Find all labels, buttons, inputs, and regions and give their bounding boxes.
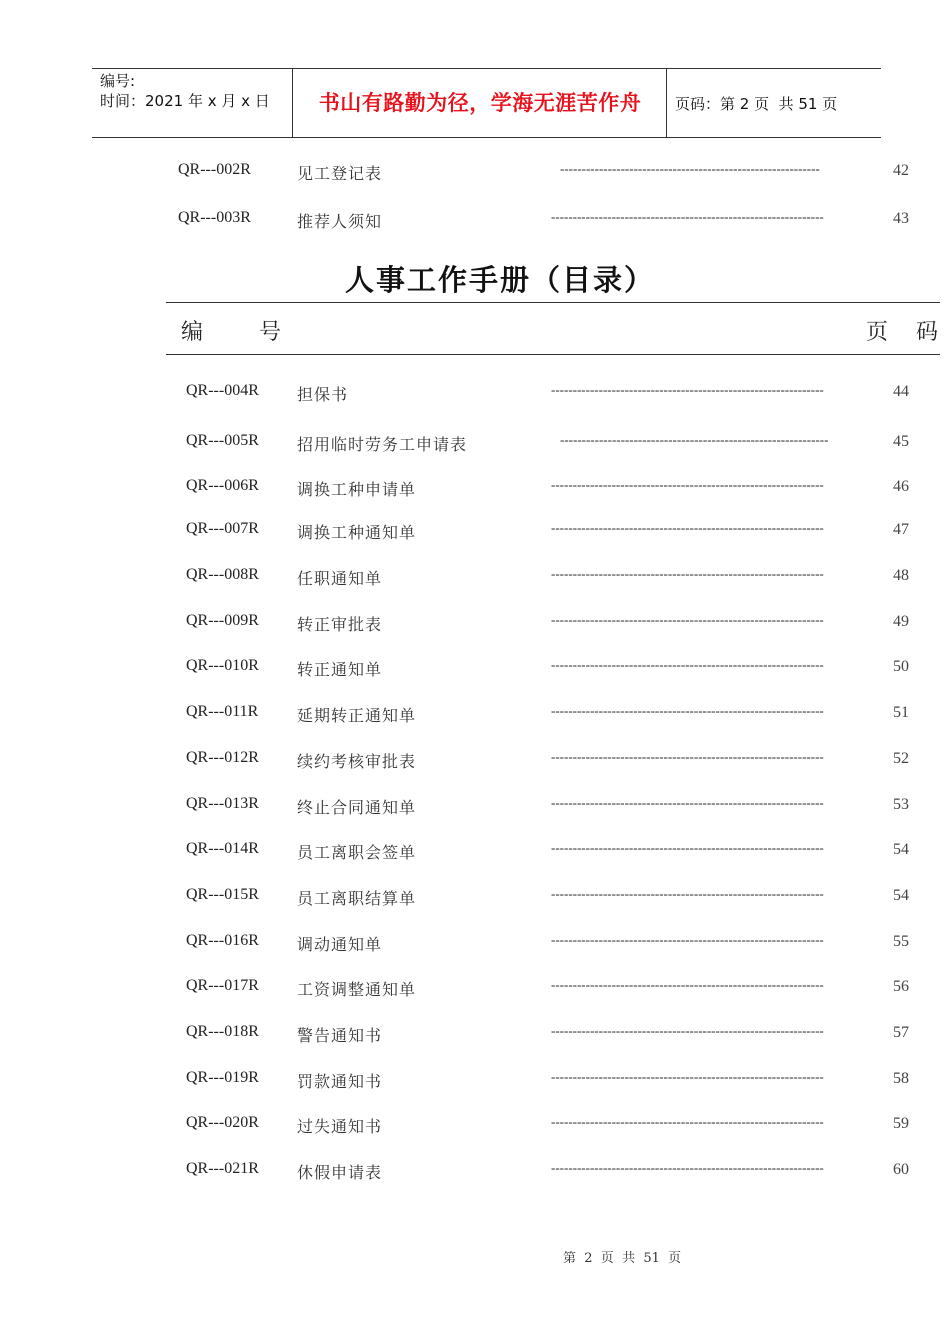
toc-page: 42 bbox=[893, 162, 909, 179]
toc-page: 55 bbox=[893, 933, 909, 950]
toc-page: 56 bbox=[893, 978, 909, 995]
toc-name: 招用临时劳务工申请表 bbox=[297, 435, 468, 454]
toc-page: 50 bbox=[893, 658, 909, 675]
toc-page: 59 bbox=[893, 1115, 909, 1132]
toc-leader: --------------------------------------------------------------- bbox=[551, 657, 824, 672]
toc-name: 员工离职会签单 bbox=[297, 843, 417, 862]
toc-code: QR---019R bbox=[186, 1069, 259, 1086]
toc-leader: --------------------------------------------------------------- bbox=[551, 749, 824, 764]
toc-leader: --------------------------------------------------------------- bbox=[551, 977, 824, 992]
column-page-label: 页 码 bbox=[866, 320, 938, 345]
toc-name: 员工离职结算单 bbox=[297, 889, 417, 908]
column-header bbox=[166, 302, 940, 355]
toc-code: QR---003R bbox=[178, 209, 251, 226]
toc-leader: --------------------------------------------------------------- bbox=[551, 703, 824, 718]
toc-page: 43 bbox=[893, 210, 909, 227]
toc-leader: --------------------------------------------------------------- bbox=[551, 840, 824, 855]
toc-page: 58 bbox=[893, 1070, 909, 1087]
toc-row bbox=[0, 932, 950, 962]
toc-page: 48 bbox=[893, 567, 909, 584]
toc-code: QR---011R bbox=[186, 703, 259, 720]
toc-leader: --------------------------------------------------------------- bbox=[551, 520, 824, 535]
toc-row bbox=[0, 161, 950, 191]
column-code-label: 编 号 bbox=[181, 320, 281, 345]
toc-name: 推荐人须知 bbox=[297, 212, 383, 231]
toc-name: 罚款通知书 bbox=[297, 1072, 383, 1091]
toc-code: QR---010R bbox=[186, 657, 259, 674]
toc-row bbox=[0, 1069, 950, 1099]
toc-leader: --------------------------------------------------------------- bbox=[551, 382, 824, 397]
toc-page: 47 bbox=[893, 521, 909, 538]
toc-row bbox=[0, 1114, 950, 1144]
toc-page: 54 bbox=[893, 887, 909, 904]
page-footer: 第 2 页 共 51 页 bbox=[563, 1251, 682, 1266]
toc-leader: --------------------------------------------------------------- bbox=[551, 1160, 824, 1175]
toc-row bbox=[0, 703, 950, 733]
number-label: 编号: bbox=[100, 72, 136, 90]
toc-page: 52 bbox=[893, 750, 909, 767]
toc-code: QR---002R bbox=[178, 161, 251, 178]
toc-code: QR---013R bbox=[186, 795, 259, 812]
header-motto: 书山有路勤为径，学海无涯苦作舟 bbox=[318, 91, 642, 115]
toc-name: 见工登记表 bbox=[297, 164, 383, 183]
toc-page: 54 bbox=[893, 841, 909, 858]
header-page-label: 页码：第 2 页 共 51 页 bbox=[675, 95, 838, 113]
toc-code: QR---016R bbox=[186, 932, 259, 949]
toc-row bbox=[0, 209, 950, 239]
toc-page: 51 bbox=[893, 704, 909, 721]
toc-code: QR---018R bbox=[186, 1023, 259, 1040]
toc-name: 担保书 bbox=[297, 385, 349, 404]
toc-row bbox=[0, 612, 950, 642]
toc-name: 任职通知单 bbox=[297, 569, 383, 588]
toc-leader: --------------------------------------------------------------- bbox=[551, 795, 824, 810]
toc-page: 53 bbox=[893, 796, 909, 813]
toc-leader: --------------------------------------------------------------- bbox=[551, 209, 824, 224]
toc-page: 60 bbox=[893, 1161, 909, 1178]
toc-row bbox=[0, 432, 950, 462]
toc-code: QR---012R bbox=[186, 749, 259, 766]
toc-name: 续约考核审批表 bbox=[297, 752, 417, 771]
toc-code: QR---004R bbox=[186, 382, 259, 399]
toc-row bbox=[0, 566, 950, 596]
toc-code: QR---009R bbox=[186, 612, 259, 629]
toc-row bbox=[0, 1160, 950, 1190]
toc-code: QR---014R bbox=[186, 840, 259, 857]
toc-code: QR---017R bbox=[186, 977, 259, 994]
toc-name: 转正通知单 bbox=[297, 660, 383, 679]
header-divider bbox=[292, 69, 293, 137]
toc-page: 44 bbox=[893, 383, 909, 400]
toc-row bbox=[0, 886, 950, 916]
toc-row bbox=[0, 749, 950, 779]
toc-row bbox=[0, 520, 950, 550]
toc-code: QR---021R bbox=[186, 1160, 259, 1177]
toc-page: 57 bbox=[893, 1024, 909, 1041]
page-header bbox=[92, 68, 881, 138]
toc-code: QR---008R bbox=[186, 566, 259, 583]
toc-row bbox=[0, 382, 950, 412]
toc-name: 调换工种通知单 bbox=[297, 523, 417, 542]
toc-name: 工资调整通知单 bbox=[297, 980, 417, 999]
toc-name: 调换工种申请单 bbox=[297, 480, 417, 499]
toc-code: QR---015R bbox=[186, 886, 259, 903]
toc-code: QR---020R bbox=[186, 1114, 259, 1131]
toc-leader: --------------------------------------------------------------- bbox=[551, 1114, 824, 1129]
toc-name: 延期转正通知单 bbox=[297, 706, 417, 725]
time-label: 时间：2021 年 x 月 x 日 bbox=[100, 92, 270, 110]
toc-code: QR---007R bbox=[186, 520, 259, 537]
toc-row bbox=[0, 1023, 950, 1053]
toc-code: QR---006R bbox=[186, 477, 259, 494]
toc-page: 46 bbox=[893, 478, 909, 495]
toc-leader: --------------------------------------------------------------- bbox=[551, 1069, 824, 1084]
toc-name: 终止合同通知单 bbox=[297, 798, 417, 817]
toc-row bbox=[0, 477, 950, 507]
toc-row bbox=[0, 977, 950, 1007]
toc-page: 45 bbox=[893, 433, 909, 450]
toc-code: QR---005R bbox=[186, 432, 259, 449]
toc-leader: --------------------------------------------------------------- bbox=[551, 1023, 824, 1038]
toc-leader: -------------------------------------------------------------- bbox=[560, 432, 829, 447]
toc-leader: --------------------------------------------------------------- bbox=[551, 886, 824, 901]
toc-leader: --------------------------------------------------------------- bbox=[551, 566, 824, 581]
toc-page: 49 bbox=[893, 613, 909, 630]
toc-row bbox=[0, 657, 950, 687]
toc-name: 休假申请表 bbox=[297, 1163, 383, 1182]
toc-name: 转正审批表 bbox=[297, 615, 383, 634]
toc-name: 调动通知单 bbox=[297, 935, 383, 954]
header-divider bbox=[666, 69, 667, 137]
toc-leader: ------------------------------------------------------------ bbox=[560, 161, 820, 176]
toc-row bbox=[0, 795, 950, 825]
toc-leader: --------------------------------------------------------------- bbox=[551, 477, 824, 492]
toc-leader: --------------------------------------------------------------- bbox=[551, 932, 824, 947]
toc-name: 过失通知书 bbox=[297, 1117, 383, 1136]
page-title: 人事工作手册（目录） bbox=[344, 263, 655, 297]
toc-row bbox=[0, 840, 950, 870]
toc-name: 警告通知书 bbox=[297, 1026, 383, 1045]
toc-leader: --------------------------------------------------------------- bbox=[551, 612, 824, 627]
header-meta bbox=[100, 71, 270, 111]
